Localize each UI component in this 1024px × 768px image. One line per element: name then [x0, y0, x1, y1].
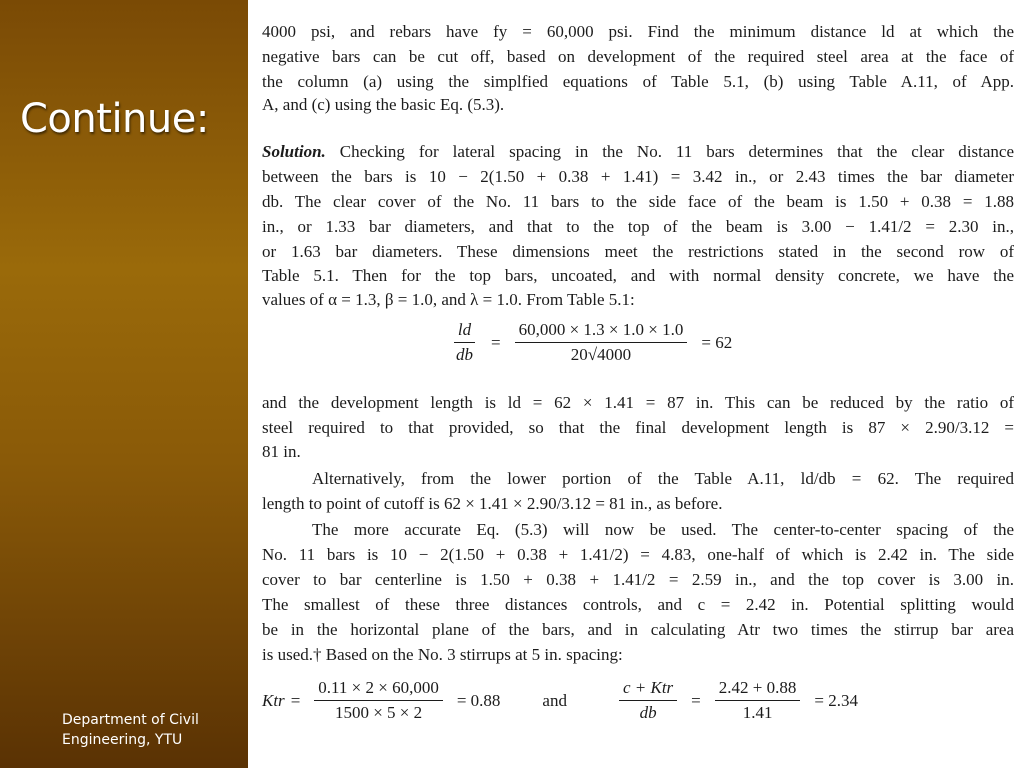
body-line-9: The smallest of these three distances controls, and c = 2.42 in. Potential splitting would [262, 595, 1014, 614]
solution-line-5: or 1.63 bar diameters. These dimensions meet the restrictions stated in the second row of [262, 242, 1014, 261]
eq2-rhs-result: = 2.34 [814, 690, 858, 710]
body-line-11: is used.† Based on the No. 3 stirrups at 5 in. spacing: [262, 645, 623, 664]
sidebar [0, 0, 248, 768]
eq2-denominator: 1500 × 5 × 2 [334, 703, 423, 722]
solution-line-6: Table 5.1. Then for the top bars, uncoated, and with normal density concrete, we have the [262, 266, 1014, 285]
eq2-rhs-denominator: db [639, 703, 657, 722]
eq2-fraction [314, 678, 443, 723]
solution-line-7: values of α = 1.3, β = 1.0, and λ = 1.0. From Table 5.1: [262, 290, 635, 309]
body-line-2: steel required to that provided, so that the final development length is 87 × 2.90/3.12 = [262, 418, 1014, 437]
eq1-result: = 62 [701, 332, 733, 352]
body-line-6: The more accurate Eq. (5.3) will now be used. The center-to-center spacing of the [312, 520, 1014, 539]
equation-development-ratio [444, 320, 738, 365]
solution-line-2: between the bars is 10 − 2(1.50 + 0.38 + 1.41) = 3.42 in., or 2.43 times the bar diameter [262, 167, 1014, 186]
eq2-numerator: 0.11 × 2 × 60,000 [314, 678, 443, 701]
eq1-numerator: 60,000 × 1.3 × 1.0 × 1.0 [515, 320, 688, 343]
eq1-lhs-denominator: db [456, 345, 473, 364]
body-line-3: 81 in. [262, 442, 301, 461]
textbook-page [248, 0, 1024, 768]
footer-line-2: Engineering, YTU [62, 732, 183, 748]
problem-line-1: 4000 psi, and rebars have fy = 60,000 psi. Find the minimum distance ld at which the [262, 22, 1014, 41]
slide-title: Continue: [20, 96, 209, 142]
solution-text-1: Checking for lateral spacing in the No. 11 bars determines that the clear distance [339, 142, 1014, 161]
eq2-equals-2: = [691, 690, 701, 710]
eq2-equals: = [290, 690, 301, 710]
problem-line-2: negative bars can be cut off, based on development of the required steel area at the face of [262, 47, 1014, 66]
eq2-result: = 0.88 [456, 690, 501, 710]
solution-line-3: db. The clear cover of the No. 11 bars to the side face of the beam is 1.50 + 0.38 = 1.88 [262, 192, 1014, 211]
problem-line-3: the column (a) using the simplfied equations of Table 5.1, (b) using Table A.11, of App. [262, 72, 1014, 91]
ld-over-db [452, 320, 477, 365]
body-line-4: Alternatively, from the lower portion of the Table A.11, ld/db = 62. The required [312, 469, 1014, 488]
eq2-rhs-denominator-2: 1.41 [742, 703, 773, 722]
body-line-5: length to point of cutoff is 62 × 1.41 × 2.90/3.12 = 81 in., as before. [262, 494, 723, 513]
solution-line-1 [262, 142, 1014, 162]
body-line-8: cover to bar centerline is 1.50 + 0.38 + 1.41/2 = 2.59 in., and the top cover is 3.00 in. [262, 570, 1014, 589]
solution-line-4: in., or 1.33 bar diameters, and that to the top of the beam is 3.00 − 1.41/2 = 2.30 in., [262, 217, 1014, 236]
equation-ktr [262, 678, 864, 723]
eq2-rhs-numerator: c + Ktr [619, 678, 677, 701]
solution-heading: Solution. [262, 142, 326, 161]
problem-line-4: A, and (c) using the basic Eq. (5.3). [262, 95, 505, 114]
body-line-10: be in the horizontal plane of the bars, and in calculating Atr two times the stirrup bar area [262, 620, 1014, 639]
footer-department [62, 710, 242, 750]
eq1-denominator: 20√4000 [570, 345, 632, 364]
eq1-fraction [515, 320, 688, 365]
body-line-1: and the development length is ld = 62 × 1.41 = 87 in. This can be reduced by the ratio of [262, 393, 1014, 412]
eq1-equals: = [491, 332, 501, 352]
footer-line-1: Department of Civil [62, 712, 199, 728]
eq2-rhs-fraction [619, 678, 677, 723]
eq2-connector: and [542, 690, 567, 710]
eq1-lhs-numerator: ld [454, 320, 475, 343]
eq2-rhs-value-fraction [715, 678, 801, 723]
eq2-rhs-numerator-2: 2.42 + 0.88 [715, 678, 801, 701]
eq2-lhs: Ktr [262, 690, 285, 710]
body-line-7: No. 11 bars is 10 − 2(1.50 + 0.38 + 1.41/2) = 4.83, one-half of which is 2.42 in. The side [262, 545, 1014, 564]
